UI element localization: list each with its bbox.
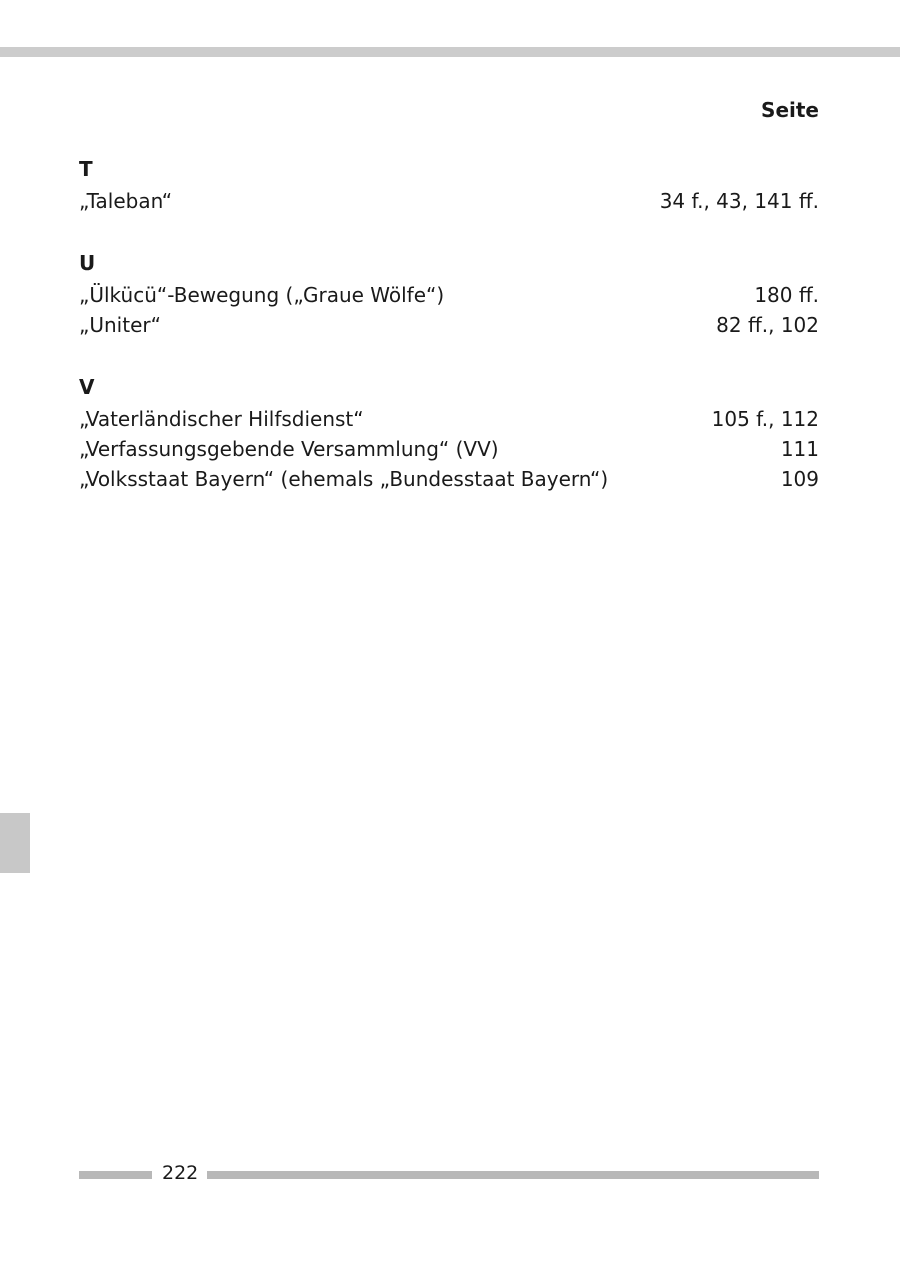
index-list — [79, 156, 819, 528]
footer-bar-right — [207, 1171, 819, 1179]
page-number: 222 — [162, 1162, 199, 1184]
index-entry — [79, 280, 819, 310]
page-column-header: Seite — [761, 98, 819, 122]
entry-pages: 180 ff. — [754, 283, 819, 307]
index-entry — [79, 186, 819, 216]
side-thumb-tab — [0, 813, 30, 873]
entry-pages: 34 f., 43, 141 ff. — [659, 189, 819, 213]
entry-term: „Verfassungsgebende Versammlung“ (VV) — [79, 437, 499, 461]
entry-pages: 109 — [780, 467, 819, 491]
section-letter: U — [79, 251, 96, 275]
entry-term: „Ülkücü“-Bewegung („Graue Wölfe“) — [79, 283, 445, 307]
entry-term: „Taleban“ — [79, 189, 173, 213]
top-rule — [0, 47, 900, 57]
entry-pages: 111 — [780, 437, 819, 461]
entry-term: „Vaterländischer Hilfsdienst“ — [79, 407, 364, 431]
entry-term: „Volksstaat Bayern“ (ehemals „Bundesstaat Bayern“) — [79, 467, 609, 491]
footer-bar-left — [79, 1171, 152, 1179]
entry-term: „Uniter“ — [79, 313, 161, 337]
entry-pages: 82 ff., 102 — [716, 313, 819, 337]
page-footer — [79, 1160, 819, 1188]
index-section-t — [79, 156, 819, 216]
section-letter: V — [79, 375, 95, 399]
index-section-v — [79, 374, 819, 494]
index-entry — [79, 404, 819, 434]
index-entry — [79, 434, 819, 464]
index-entry — [79, 464, 819, 494]
index-entry — [79, 310, 819, 340]
entry-pages: 105 f., 112 — [711, 407, 819, 431]
index-section-u — [79, 250, 819, 340]
section-letter: T — [79, 157, 93, 181]
